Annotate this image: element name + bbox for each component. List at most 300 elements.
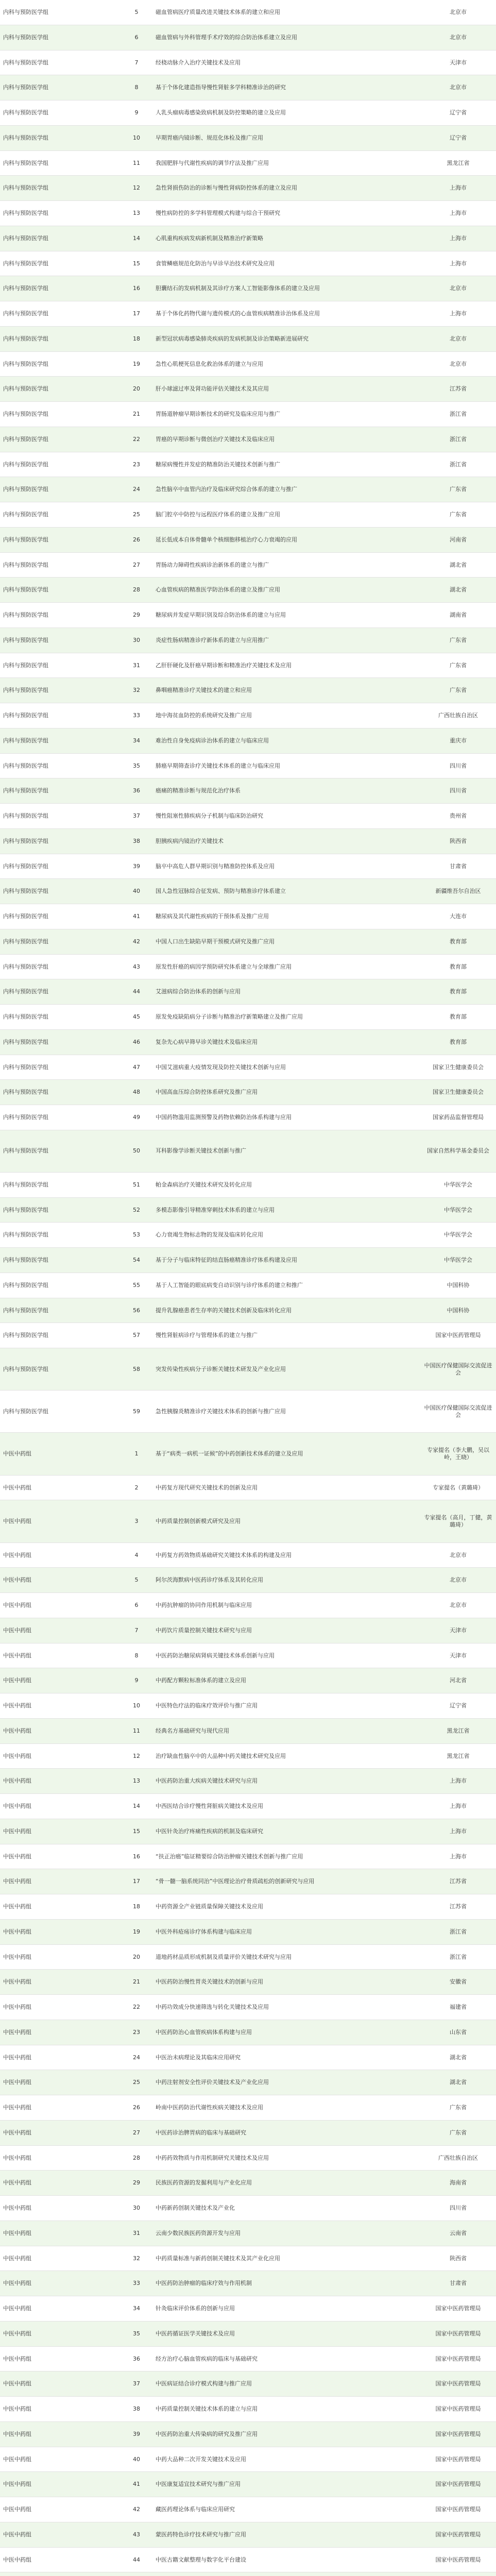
project-name-cell: 磁血管病医疗质量改进关键技术体系的建立和应用 (156, 9, 280, 15)
category-cell: 内科与预防医学组 (3, 737, 48, 744)
table-row (0, 854, 496, 879)
category-cell: 内科与预防医学组 (3, 461, 48, 468)
nominating-unit-cell: 北京市 (450, 360, 467, 367)
table-row (0, 75, 496, 100)
nominating-unit-cell: 广东省 (450, 2129, 467, 2136)
nominating-unit-cell: 安徽省 (450, 1978, 467, 1986)
nominating-unit-cell: 国家药品监督管理局 (433, 1114, 484, 1121)
category-cell: 内科与预防医学组 (3, 360, 48, 367)
nominating-unit-cell: 浙江省 (450, 1928, 467, 1935)
category-cell: 内科与预防医学组 (3, 1089, 48, 1096)
nominating-unit-cell: 海南省 (450, 2179, 467, 2187)
number-cell: 32 (133, 2255, 140, 2262)
number-cell: 42 (133, 2506, 140, 2513)
category-cell: 中医中药组 (3, 2455, 31, 2463)
category-cell: 中医中药组 (3, 2154, 31, 2161)
number-cell: 6 (134, 1602, 139, 1609)
table-row (0, 1643, 496, 1669)
project-name-cell: 胃癌的早期诊断与微创治疗关键技术及临床应用 (156, 435, 275, 443)
table-row (0, 2070, 496, 2095)
table-row (0, 2146, 496, 2171)
number-cell: 5 (134, 9, 139, 15)
nominating-unit-cell: 北京市 (450, 33, 467, 41)
number-cell: 33 (133, 712, 140, 719)
project-name-cell: 针灸临床评价体系的创新与应用 (156, 2305, 235, 2312)
project-name-cell: 国人急性冠脉综合征发病、预防与精准诊疗体系建立 (156, 888, 286, 895)
project-name-cell: 中西医结合诊疗慢性肾脏病关键技术及应用 (156, 1803, 263, 1810)
table-row (0, 377, 496, 402)
category-cell: 中医中药组 (3, 1551, 31, 1558)
nominating-unit-cell: 四川省 (450, 762, 467, 769)
category-cell: 中医中药组 (3, 1702, 31, 1709)
table-row (0, 653, 496, 679)
number-cell: 57 (133, 1332, 140, 1339)
table-row (0, 2422, 496, 2447)
table-row (0, 251, 496, 277)
table-row (0, 201, 496, 226)
number-cell: 39 (133, 2430, 140, 2437)
number-cell: 16 (133, 1853, 140, 1860)
category-cell: 中医中药组 (3, 2380, 31, 2387)
table-row (0, 2548, 496, 2573)
number-cell: 27 (133, 561, 140, 568)
number-cell: 25 (133, 2079, 140, 2086)
project-name-cell: 中药大品种二次开发关键技术及应用 (156, 2455, 246, 2463)
project-name-cell: 炎症性肠病精准诊疗新体系的建立与应用推广 (156, 636, 269, 643)
category-cell: 中医中药组 (3, 2079, 31, 2086)
project-name-cell: 难治性自身免疫病诊治体系的建立与临床应用 (156, 737, 269, 744)
number-cell: 43 (133, 2531, 140, 2538)
project-name-cell: 中医药防治重大疾病关键技术研究与应用 (156, 1777, 258, 1785)
nominating-unit-cell: 江苏省 (450, 385, 467, 393)
category-cell: 中医中药组 (3, 1450, 31, 1458)
category-cell: 中医中药组 (3, 1953, 31, 1960)
number-cell: 35 (133, 762, 140, 769)
nominating-unit-cell: 河南省 (450, 536, 467, 543)
project-name-cell: 耳科影像学诊断关键技术创新与推广 (156, 1147, 246, 1155)
nominating-unit-cell: 辽宁省 (450, 134, 467, 141)
nominating-unit-cell: 中国科协 (447, 1281, 470, 1289)
project-name-cell: 原发免疫缺陷病分子诊断与精准治疗新策略建立及推广应用 (156, 1013, 303, 1020)
nominating-unit-cell: 浙江省 (450, 435, 467, 443)
table-row (0, 2045, 496, 2071)
category-cell: 内科与预防医学组 (3, 9, 48, 15)
nominating-unit-cell: 陕西省 (450, 2255, 467, 2262)
nominating-unit-cell: 上海市 (450, 210, 467, 216)
number-cell: 34 (133, 737, 140, 744)
nominating-unit-cell: 中国医疗保健国际交流促进会 (424, 1362, 492, 1376)
category-cell: 内科与预防医学组 (3, 1307, 48, 1314)
number-cell: 18 (133, 335, 140, 342)
project-name-cell: 经桡动脉介入治疗关键技术及应用 (156, 59, 241, 66)
category-cell: 中医中药组 (3, 1518, 31, 1525)
category-cell: 内科与预防医学组 (3, 1147, 48, 1155)
nominating-unit-cell: 广西壮族自治区 (438, 2154, 478, 2161)
project-name-cell: 中药药效物质与作用机制研究关键技术及应用 (156, 2154, 269, 2161)
project-name-cell: 中药抗肿瘤的协同作用机制与临床应用 (156, 1602, 252, 1609)
table-row (0, 754, 496, 779)
number-cell: 52 (133, 1206, 140, 1213)
project-name-cell: 基于个体化药物代谢与遗传模式的心血管疾病精准诊治体系及应用 (156, 310, 320, 317)
category-cell: 内科与预防医学组 (3, 1231, 48, 1239)
number-cell: 39 (133, 862, 140, 870)
number-cell: 22 (133, 435, 140, 443)
nominating-unit-cell: 教育部 (450, 938, 467, 945)
table-row (0, 2397, 496, 2422)
project-name-cell: 食管鳞癌规范化防治与早诊早治技术研究及应用 (156, 260, 275, 267)
project-name-cell: 中医药诊治脾胃病的临床与基础研究 (156, 2129, 246, 2136)
number-cell: 23 (133, 2028, 140, 2036)
number-cell: 4 (134, 1551, 139, 1558)
table-row (0, 1500, 496, 1543)
project-name-cell: 原发性肝癌的病因学预防研究体系建立与全球推广应用 (156, 963, 292, 970)
table-row (0, 1819, 496, 1844)
table-row (0, 2171, 496, 2196)
project-name-cell: 急性心肌梗死信息化救治体系的建立与应用 (156, 360, 263, 367)
number-cell: 36 (133, 787, 140, 794)
project-name-cell: “扶正治癌”临证精要综合防治肿瘤关键技术创新与推广应用 (156, 1853, 303, 1860)
project-name-cell: 中医药防治重大传染病的研究及推广应用 (156, 2430, 258, 2437)
table-row (0, 2196, 496, 2221)
nominating-unit-cell: 黑龙江省 (447, 1752, 470, 1759)
number-cell: 45 (133, 1013, 140, 1020)
category-cell: 内科与预防医学组 (3, 1181, 48, 1188)
project-name-cell: 心力衰竭生物标志物的发现及临床转化应用 (156, 1231, 263, 1239)
nominating-unit-cell: 陕西省 (450, 837, 467, 844)
number-cell: 8 (134, 1652, 139, 1659)
nominating-unit-cell: 辽宁省 (450, 1702, 467, 1709)
project-name-cell: 中医针灸治疗疼痛性疾病的机制及临床研究 (156, 1827, 263, 1835)
number-cell: 6 (134, 33, 139, 41)
project-name-cell: 中药复方现代研究关键技术的创新及应用 (156, 1484, 258, 1491)
project-name-cell: 多模态影像引导精准穿刺技术体系的建立与应用 (156, 1206, 275, 1213)
category-cell: 中医中药组 (3, 2028, 31, 2036)
category-cell: 中医中药组 (3, 2506, 31, 2513)
nominating-unit-cell: 辽宁省 (450, 109, 467, 116)
table-row (0, 1794, 496, 1819)
nominating-unit-cell: 山东省 (450, 2028, 467, 2036)
table-row (0, 603, 496, 628)
number-cell: 11 (133, 159, 140, 166)
category-cell: 中医中药组 (3, 2531, 31, 2538)
table-row (0, 1568, 496, 1593)
table-row (0, 50, 496, 76)
table-row (0, 276, 496, 301)
number-cell: 41 (133, 913, 140, 920)
number-cell: 12 (133, 1752, 140, 1759)
nominating-unit-cell: 湖北省 (450, 2079, 467, 2086)
number-cell: 7 (134, 1626, 139, 1634)
category-cell: 中医中药组 (3, 2054, 31, 2061)
category-cell: 内科与预防医学组 (3, 385, 48, 393)
number-cell: 12 (133, 184, 140, 192)
nominating-unit-cell: 四川省 (450, 2205, 467, 2212)
table-row (0, 1920, 496, 1945)
number-cell: 9 (134, 1677, 139, 1684)
number-cell: 24 (133, 486, 140, 493)
table-row (0, 703, 496, 728)
number-cell: 37 (133, 2380, 140, 2387)
category-cell: 内科与预防医学组 (3, 1408, 48, 1415)
nominating-unit-cell: 广东省 (450, 687, 467, 694)
number-cell: 15 (133, 260, 140, 267)
number-cell: 54 (133, 1257, 140, 1264)
table-row (0, 979, 496, 1005)
category-cell: 中医中药组 (3, 2481, 31, 2488)
project-name-cell: 民族医药资源的发掘利用与产业化应用 (156, 2179, 252, 2187)
category-cell: 内科与预防医学组 (3, 285, 48, 292)
nominating-unit-cell: 广东省 (450, 662, 467, 669)
project-name-cell: 中药配方颗粒标准体系的建立及应用 (156, 1677, 246, 1684)
project-name-cell: 癌痛的精准诊断与规范化治疗体系 (156, 787, 241, 794)
project-name-cell: 基于人工智能的眼底病变自动识别与诊疗体系的建立和推广 (156, 1281, 303, 1289)
nominating-unit-cell: 甘肃省 (450, 2280, 467, 2287)
category-cell: 中医中药组 (3, 2004, 31, 2011)
number-cell: 21 (133, 411, 140, 417)
table-row (0, 502, 496, 528)
nominating-unit-cell: 中国科协 (447, 1307, 470, 1314)
number-cell: 43 (133, 963, 140, 970)
number-cell: 11 (133, 1727, 140, 1734)
category-cell: 内科与预防医学组 (3, 561, 48, 568)
category-cell: 中医中药组 (3, 1752, 31, 1759)
category-cell: 内科与预防医学组 (3, 1013, 48, 1020)
project-name-cell: 磁血管病与外科管理手术疗效的综合防治体系建立及应用 (156, 33, 297, 41)
project-name-cell: 中医药防治肿瘤的临床疗效与作用机制 (156, 2280, 252, 2287)
category-cell: 中医中药组 (3, 1978, 31, 1986)
nominating-unit-cell: 甘肃省 (450, 862, 467, 870)
table-row (0, 955, 496, 980)
category-cell: 内科与预防医学组 (3, 837, 48, 844)
project-name-cell: 糖尿病慢性并发症的精准防治关键技术创新与推广 (156, 461, 280, 468)
number-cell: 5 (134, 1577, 139, 1584)
nominating-unit-cell: 上海市 (450, 1803, 467, 1810)
project-name-cell: 胃肠动力障碍性疾病诊治新体系的建立与推广 (156, 561, 269, 568)
table-row (0, 25, 496, 50)
project-name-cell: 治疗缺血性脑卒中的大品种中药关键技术研究及应用 (156, 1752, 286, 1759)
table-row (0, 1668, 496, 1693)
category-cell: 内科与预防医学组 (3, 612, 48, 618)
number-cell: 20 (133, 1953, 140, 1960)
nominating-unit-cell: 黑龙江省 (447, 159, 470, 166)
table-row (0, 2246, 496, 2272)
number-cell: 17 (133, 1878, 140, 1885)
category-cell: 内科与预防医学组 (3, 963, 48, 970)
table-row (0, 1970, 496, 1995)
number-cell: 31 (133, 662, 140, 669)
project-name-cell: 中药功效成分快速筛选与转化关键技术及应用 (156, 2004, 269, 2011)
number-cell: 47 (133, 1063, 140, 1071)
table-row (0, 528, 496, 553)
category-cell: 内科与预防医学组 (3, 260, 48, 267)
number-cell: 15 (133, 1827, 140, 1835)
table-row (0, 301, 496, 327)
project-name-cell: 基于分子与临床特征的结直肠癌精准诊疗体系构建及应用 (156, 1257, 297, 1264)
category-cell: 中医中药组 (3, 2229, 31, 2236)
number-cell: 20 (133, 385, 140, 393)
project-name-cell: 道地药材品质形成机制及质量评价关键技术研究与应用 (156, 1953, 292, 1960)
number-cell: 33 (133, 2280, 140, 2287)
project-name-cell: 胆胰疾病内镜治疗关键技术 (156, 837, 224, 844)
table-row (0, 1869, 496, 1894)
project-name-cell: 乙肝肝硬化及肝癌早期诊断和精准治疗关键技术及应用 (156, 662, 292, 669)
category-cell: 内科与预防医学组 (3, 787, 48, 794)
category-cell: 中医中药组 (3, 2556, 31, 2563)
nominating-unit-cell: 国家中医药管理局 (435, 2405, 481, 2413)
project-name-cell: 中医病证结合诊疗模式构建与推广应用 (156, 2380, 252, 2387)
project-name-cell: 肝小球滤过率及肾功能评估关键技术及其应用 (156, 385, 269, 393)
table-row (0, 1894, 496, 1920)
nominating-unit-cell: 国家中医药管理局 (435, 2531, 481, 2538)
table-row (0, 1348, 496, 1391)
table-row (0, 1543, 496, 1568)
number-cell: 19 (133, 1928, 140, 1935)
project-name-cell: 中医古籍文献整理与数字化平台建设 (156, 2556, 246, 2563)
nominating-unit-cell: 国家中医药管理局 (435, 2305, 481, 2312)
project-name-cell: 新型冠状病毒感染肺炎疾病的发病机制及诊治策略新进展研究 (156, 335, 309, 342)
number-cell: 19 (133, 360, 140, 367)
project-name-cell: 中国人口出生缺陷早期干预模式研究及推广应用 (156, 938, 275, 945)
nominating-unit-cell: 国家中医药管理局 (435, 2330, 481, 2337)
number-cell: 36 (133, 2355, 140, 2362)
table-row (0, 1105, 496, 1130)
project-name-cell: 中药复方药效物质基础研究关键技术体系的构建及应用 (156, 1551, 292, 1558)
number-cell: 29 (133, 612, 140, 618)
table-row (0, 1719, 496, 1744)
category-cell: 中医中药组 (3, 2129, 31, 2136)
nominating-unit-cell: 教育部 (450, 1038, 467, 1045)
table-row (0, 176, 496, 201)
table-row (0, 1844, 496, 1870)
number-cell: 28 (133, 2154, 140, 2161)
project-name-cell: 复杂先心病早筛早诊关键技术及临床应用 (156, 1038, 258, 1045)
project-name-cell: 突发传染性疾病分子诊断关键技术研发及产业化应用 (156, 1365, 286, 1372)
category-cell: 中医中药组 (3, 1878, 31, 1885)
number-cell: 31 (133, 2229, 140, 2236)
table-row (0, 1198, 496, 1223)
project-name-cell: 云南少数民族医药资源开发与应用 (156, 2229, 241, 2236)
category-cell: 内科与预防医学组 (3, 435, 48, 443)
category-cell: 中医中药组 (3, 1577, 31, 1584)
category-cell: 内科与预防医学组 (3, 687, 48, 694)
project-name-cell: 中医治未病理论及其临床应用研究 (156, 2054, 241, 2061)
nominating-unit-cell: 国家中医药管理局 (435, 2556, 481, 2563)
category-cell: 中医中药组 (3, 1677, 31, 1684)
category-cell: 内科与预防医学组 (3, 109, 48, 116)
number-cell: 44 (133, 988, 140, 995)
category-cell: 内科与预防医学组 (3, 586, 48, 594)
project-name-cell: 中医药防治慢性胃炎关键技术的创新与应用 (156, 1978, 263, 1986)
nominating-unit-cell: 上海市 (450, 1853, 467, 1860)
number-cell: 41 (133, 2481, 140, 2488)
project-name-cell: 急性胰腺炎精准诊疗关键技术体系的创新与推广应用 (156, 1408, 286, 1415)
table-row (0, 2497, 496, 2522)
nominating-unit-cell: 教育部 (450, 1013, 467, 1020)
nominating-unit-cell: 专家提名（高月，丁健，黄璐琦） (424, 1514, 492, 1528)
table-row (0, 1593, 496, 1618)
category-cell: 内科与预防医学组 (3, 1365, 48, 1372)
category-cell: 中医中药组 (3, 2205, 31, 2212)
table-row (0, 1433, 496, 1475)
project-name-cell: 中国艾滋病重大疫情发现及防控关键技术创新与应用 (156, 1063, 286, 1071)
project-name-cell: 延长低成本自体骨髓单个核细胞移植治疗心力衰竭的应用 (156, 536, 297, 543)
number-cell: 2 (134, 1484, 139, 1491)
category-cell: 中医中药组 (3, 1652, 31, 1659)
nominating-unit-cell: 北京市 (450, 285, 467, 292)
category-cell: 内科与预防医学组 (3, 59, 48, 66)
category-cell: 中医中药组 (3, 1727, 31, 1734)
table-row (0, 778, 496, 804)
nominating-unit-cell: 上海市 (450, 260, 467, 267)
number-cell: 34 (133, 2305, 140, 2312)
number-cell: 21 (133, 1978, 140, 1986)
number-cell: 48 (133, 1089, 140, 1096)
nominating-unit-cell: 湖北省 (450, 561, 467, 568)
nominating-unit-cell: 国家自然科学基金委员会 (427, 1147, 489, 1155)
nominating-unit-cell: 浙江省 (450, 1953, 467, 1960)
category-cell: 中医中药组 (3, 1777, 31, 1785)
project-name-cell: 急性脑卒中血管内治疗及临床研究综合体系的建立与推广 (156, 486, 297, 493)
category-cell: 中医中药组 (3, 1602, 31, 1609)
project-name-cell: 基于个体化建造指导慢性肾脏多学科精准诊治的研究 (156, 84, 286, 91)
number-cell: 10 (133, 1702, 140, 1709)
table-row (0, 1248, 496, 1273)
table-row (0, 2472, 496, 2497)
table-row (0, 1005, 496, 1030)
nominating-unit-cell: 天津市 (450, 59, 467, 66)
nominating-unit-cell: 北京市 (450, 84, 467, 91)
nominating-unit-cell: 北京市 (450, 1577, 467, 1584)
project-name-cell: 心血管疾病的精准医学防治体系的建立及推广应用 (156, 586, 280, 594)
table-row (0, 1476, 496, 1501)
table-row (0, 628, 496, 653)
category-cell: 中医中药组 (3, 1928, 31, 1935)
nominating-unit-cell: 广东省 (450, 511, 467, 518)
project-name-cell: 岭南中医药防治代谢性疾病关键技术及应用 (156, 2104, 263, 2111)
category-cell: 内科与预防医学组 (3, 1038, 48, 1045)
nominating-unit-cell: 中国医疗保健国际交流促进会 (424, 1404, 492, 1418)
number-cell: 53 (133, 1231, 140, 1239)
nominating-unit-cell: 中华医学会 (444, 1206, 472, 1213)
category-cell: 内科与预防医学组 (3, 938, 48, 945)
project-name-cell: 中药资源全产业链质量保障关键技术及应用 (156, 1903, 263, 1910)
nominating-unit-cell: 云南省 (450, 2229, 467, 2236)
nominating-unit-cell: 上海市 (450, 310, 467, 317)
nominating-unit-cell: 广东省 (450, 486, 467, 493)
number-cell: 1 (134, 1450, 139, 1458)
nominating-unit-cell: 浙江省 (450, 461, 467, 468)
number-cell: 59 (133, 1408, 140, 1415)
nominating-unit-cell: 湖北省 (450, 586, 467, 594)
nominating-unit-cell: 国家中医药管理局 (435, 2506, 481, 2513)
project-name-cell: 中药注射剂安全性评价关键技术及产业化应用 (156, 2079, 269, 2086)
table-row (0, 452, 496, 478)
number-cell: 46 (133, 1038, 140, 1045)
category-cell: 内科与预防医学组 (3, 84, 48, 91)
category-cell: 内科与预防医学组 (3, 486, 48, 493)
number-cell: 30 (133, 636, 140, 643)
project-name-cell: 中药饮片质量控制关键技术研究与应用 (156, 1626, 252, 1634)
nominating-unit-cell: 专家提名（黄璐琦） (433, 1484, 484, 1491)
table-row (0, 2271, 496, 2296)
nominating-unit-cell: 国家中医药管理局 (435, 2380, 481, 2387)
category-cell: 中医中药组 (3, 1803, 31, 1810)
project-name-cell: 阿尔茨海默病中医药诊疗体系及其转化应用 (156, 1577, 263, 1584)
number-cell: 28 (133, 586, 140, 594)
table-row (0, 1273, 496, 1298)
category-cell: 中医中药组 (3, 2104, 31, 2111)
project-name-cell: 心肌重构疾病发病新机制及精准治疗新策略 (156, 234, 263, 242)
